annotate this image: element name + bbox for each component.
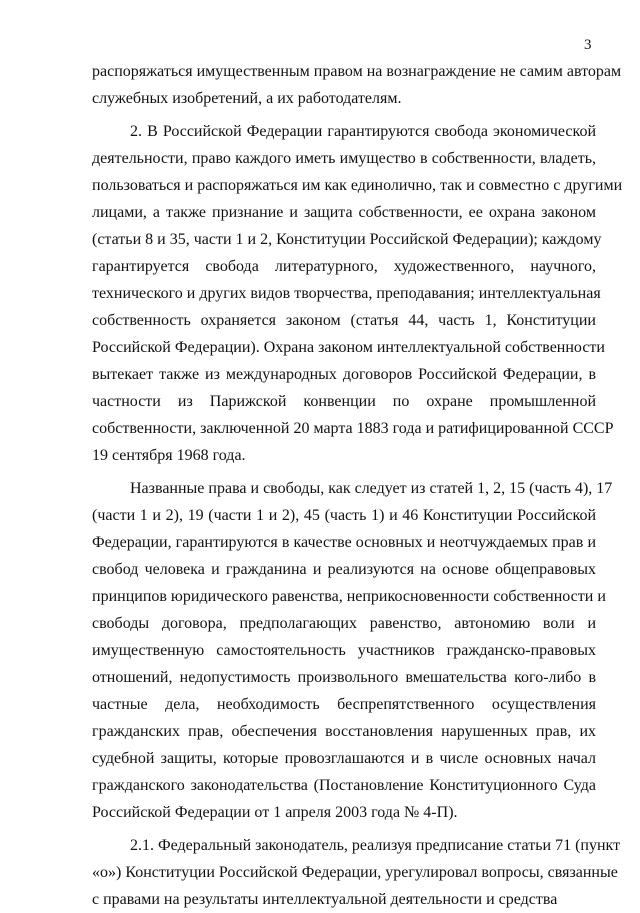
text-line: вытекает также из международных договоров Российской Федерации, в: [92, 366, 596, 383]
text-line: 19 сентября 1968 года.: [92, 447, 246, 464]
text-line: (части 1 и 2), 19 (части 1 и 2), 45 (часть 1) и 46 Конституции Российской: [92, 507, 596, 524]
text-line: деятельности, право каждого иметь имущество в собственности, владеть,: [92, 150, 596, 167]
paragraph: [92, 118, 623, 469]
text-line: судебной защиты, которые провозглашаются и в числе основных начал: [92, 750, 596, 767]
text-line: гражданского законодательства (Постановление Конституционного Суда: [92, 777, 596, 794]
text-line: 2.1. Федеральный законодатель, реализуя предписание статьи 71 (пункт: [130, 837, 621, 854]
text-line: пользоваться и распоряжаться им как единолично, так и совместно с другими: [92, 177, 623, 194]
text-line: гарантируется свобода литературного, художественного, научного,: [92, 258, 596, 275]
paragraph: [92, 475, 613, 826]
text-line: Российской Федерации). Охрана законом интеллектуальной собственности: [92, 339, 605, 356]
text-line: отношений, недопустимость произвольного вмешательства кого-либо в: [92, 669, 596, 686]
document-body: [92, 58, 623, 913]
text-line: служебных изобретений, а их работодателям.: [92, 90, 402, 107]
text-line: технического и других видов творчества, преподавания; интеллектуальная: [92, 285, 601, 302]
text-line: 2. В Российской Федерации гарантируются свобода экономической: [130, 123, 596, 140]
text-line: Названные права и свободы, как следует из статей 1, 2, 15 (часть 4), 17: [130, 480, 613, 497]
text-line: Российской Федерации от 1 апреля 2003 года № 4-П).: [92, 804, 458, 821]
text-line: частные дела, необходимость беспрепятственного осуществления: [92, 696, 596, 713]
text-line: с правами на результаты интеллектуальной деятельности и средства: [92, 891, 558, 908]
paragraph: [92, 58, 622, 112]
text-line: распоряжаться имущественным правом на вознаграждение не самим авторам: [92, 63, 622, 80]
text-line: (статьи 8 и 35, части 1 и 2, Конституции Российской Федерации); каждому: [92, 231, 602, 248]
text-line: Федерации, гарантируются в качестве основных и неотчуждаемых прав и: [92, 534, 596, 551]
text-line: лицами, а также признание и защита собственности, ее охрана законом: [92, 204, 596, 221]
text-line: свобод человека и гражданина и реализуются на основе общеправовых: [92, 561, 596, 578]
page-number: 3: [584, 37, 592, 53]
text-line: принципов юридического равенства, неприкосновенности собственности и: [92, 588, 606, 605]
text-line: имущественную самостоятельность участников гражданско-правовых: [92, 642, 596, 659]
text-line: собственность охраняется законом (статья 44, часть 1, Конституции: [92, 312, 596, 329]
text-line: частности из Парижской конвенции по охране промышленной: [92, 393, 596, 410]
text-line: свободы договора, предполагающих равенство, автономию воли и: [92, 615, 596, 632]
text-line: «о») Конституции Российской Федерации, урегулировал вопросы, связанные: [92, 864, 618, 881]
text-line: гражданских прав, обеспечения восстановления нарушенных прав, их: [92, 723, 596, 740]
text-line: собственности, заключенной 20 марта 1883 года и ратифицированной СССР: [92, 420, 614, 437]
paragraph: [92, 832, 621, 913]
